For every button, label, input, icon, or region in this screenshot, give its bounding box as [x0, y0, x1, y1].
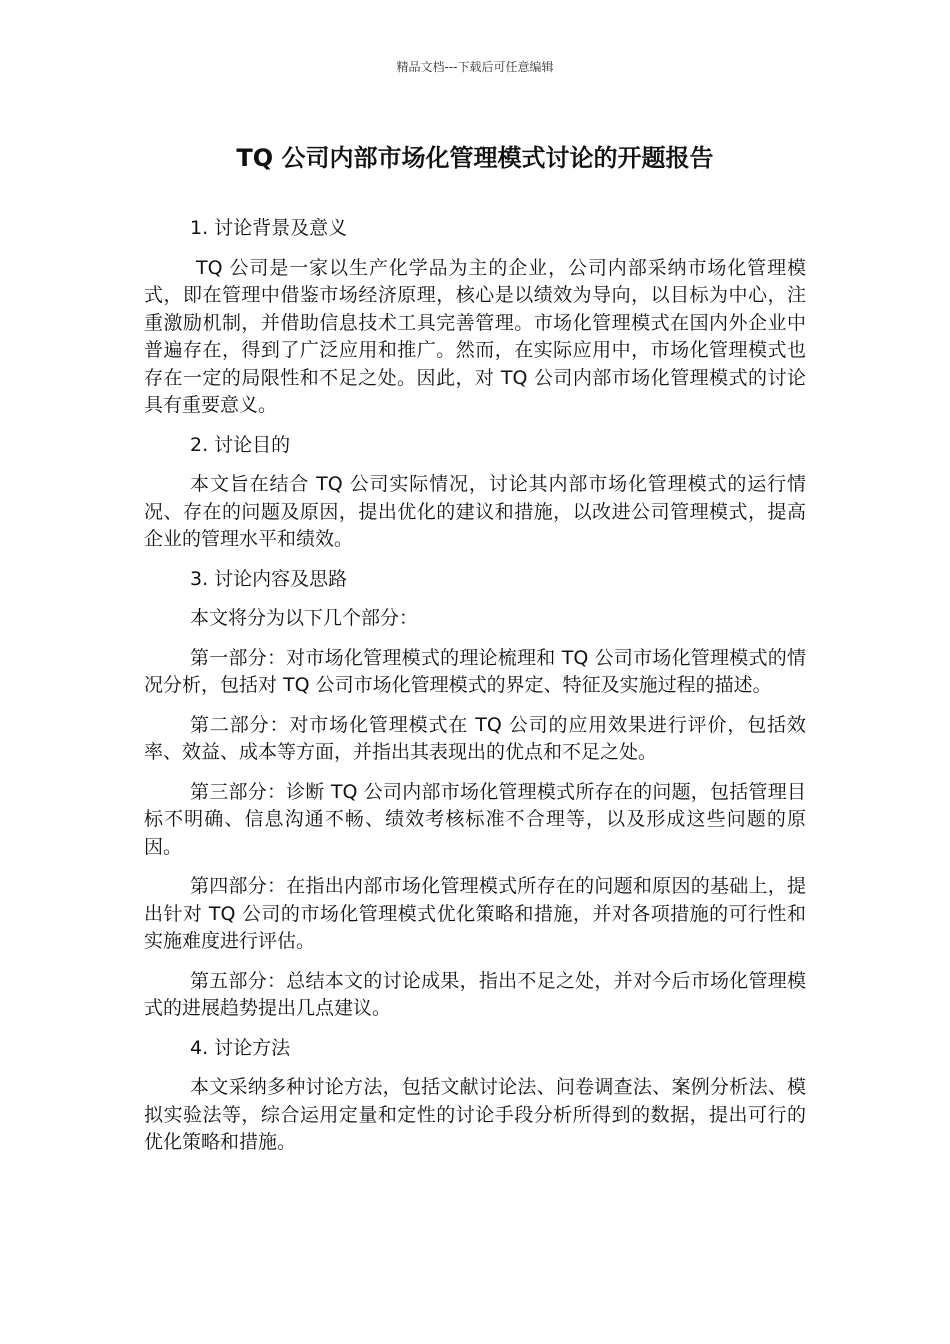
section-heading: 4. 讨论方法 [190, 1036, 291, 1059]
section-heading: 3. 讨论内容及思路 [190, 567, 348, 590]
paragraph: 第二部分：对市场化管理模式在 TQ 公司的应用效果进行评价，包括效率、效益、成本等方面，并指出其表现出的优点和不足之处。 [144, 713, 806, 763]
paragraph: 第三部分：诊断 TQ 公司内部市场化管理模式所存在的问题，包括管理目标不明确、信息沟通不畅、绩效考核标准不合理等，以及形成这些问题的原因。 [144, 780, 806, 858]
section-heading: 1. 讨论背景及意义 [190, 217, 348, 239]
paragraph: 第五部分：总结本文的讨论成果，指出不足之处，并对今后市场化管理模式的进展趋势提出几点建议。 [144, 969, 806, 1019]
paragraph: 本文将分为以下几个部分： [190, 607, 419, 629]
document-title: TQ 公司内部市场化管理模式讨论的开题报告 [236, 144, 714, 172]
header-note: 精品文档---下载后可任意编辑 [396, 60, 554, 74]
paragraph: 第一部分：对市场化管理模式的理论梳理和 TQ 公司市场化管理模式的情况分析，包括对 TQ 公司市场化管理模式的界定、特征及实施过程的描述。 [144, 646, 806, 696]
paragraph: 本文旨在结合 TQ 公司实际情况，讨论其内部市场化管理模式的运行情况、存在的问题及原因，提出优化的建议和措施，以改进公司管理模式，提高企业的管理水平和绩效。 [144, 473, 806, 550]
document-body [144, 215, 806, 1169]
section-heading: 2. 讨论目的 [190, 433, 291, 456]
paragraph: TQ 公司是一家以生产化学品为主的企业，公司内部采纳市场化管理模式，即在管理中借鉴市场经济原理，核心是以绩效为导向，以目标为中心，注重激励机制，并借助信息技术工具完善管理。市场化管理模式在国内外企业中普遍存在，得到了广泛应用和推广。然而，在实际应用中，市场化管理模式也存在一定的局限性和不足之处。因此，对 TQ 公司内部市场化管理模式的讨论具有重要意义。 [144, 256, 806, 416]
paragraph: 第四部分：在指出内部市场化管理模式所存在的问题和原因的基础上，提出针对 TQ 公司的市场化管理模式优化策略和措施，并对各项措施的可行性和实施难度进行评估。 [144, 875, 806, 952]
paragraph: 本文采纳多种讨论方法，包括文献讨论法、问卷调查法、案例分析法、模拟实验法等，综合运用定量和定性的讨论手段分析所得到的数据，提出可行的优化策略和措施。 [144, 1076, 806, 1153]
